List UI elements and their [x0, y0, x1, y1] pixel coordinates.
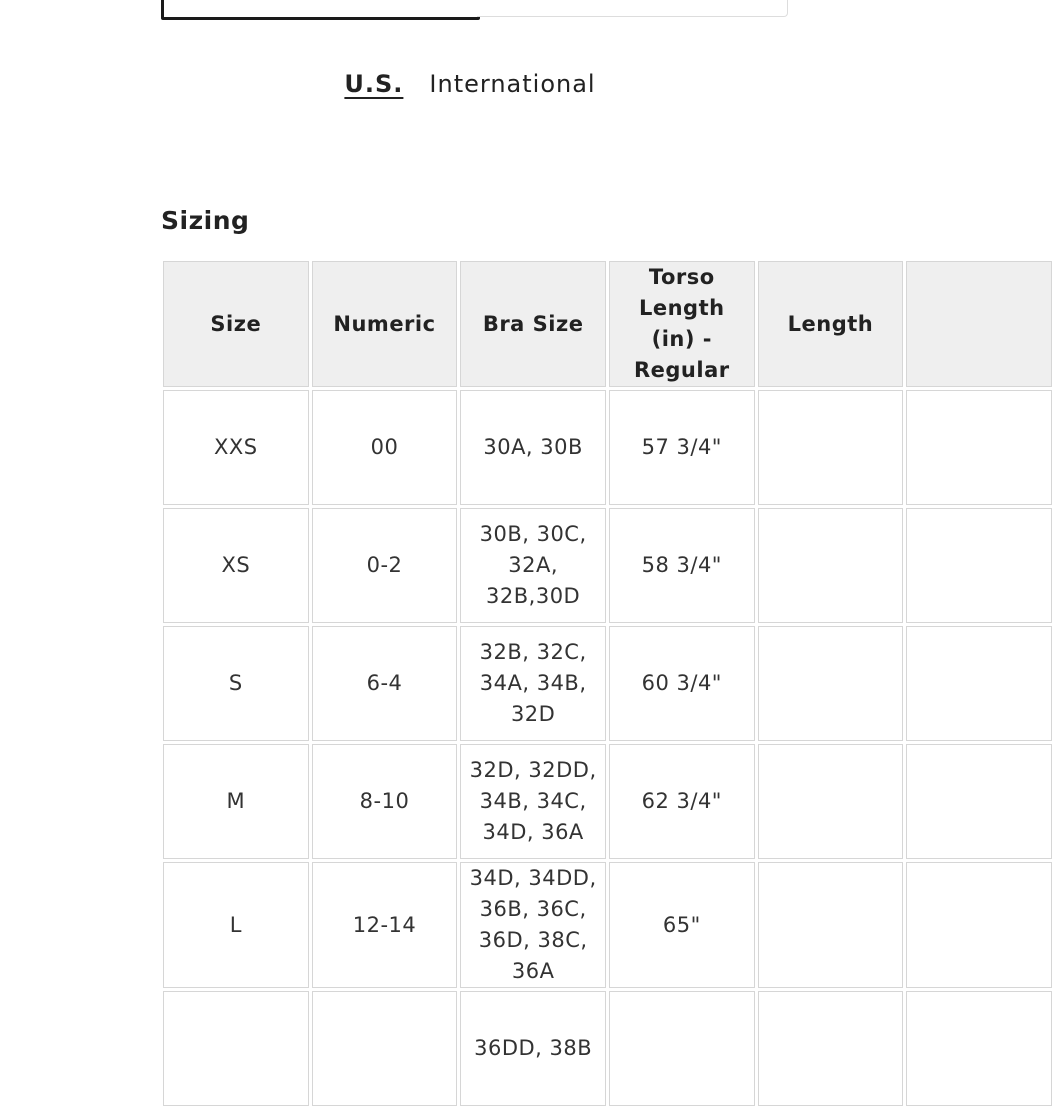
segment-option-selected[interactable] [161, 0, 480, 20]
table-row [163, 390, 1052, 505]
table-cell: XS [163, 508, 309, 623]
column-header-numeric: Numeric [312, 261, 458, 387]
table-cell: 34D, 34DD, 36B, 36C, 36D, 38C, 36A [460, 862, 606, 988]
column-header-extra [906, 261, 1052, 387]
column-header-length: Length [758, 261, 904, 387]
table-cell: M [163, 744, 309, 859]
table-cell: 12-14 [312, 862, 458, 988]
table-cell [906, 508, 1052, 623]
table-cell: 32D, 32DD, 34B, 34C, 34D, 36A [460, 744, 606, 859]
table-cell [906, 390, 1052, 505]
table-header-row [163, 261, 1052, 387]
table-cell [758, 626, 904, 741]
tab-us[interactable]: U.S. [344, 70, 404, 98]
segment-option[interactable] [477, 0, 788, 17]
table-row [163, 991, 1052, 1106]
column-header-torso-length: Torso Length (in) - Regular [609, 261, 755, 387]
sizing-table [160, 258, 1055, 1109]
table-cell [906, 626, 1052, 741]
table-cell [758, 390, 904, 505]
table-cell: 0-2 [312, 508, 458, 623]
table-row [163, 508, 1052, 623]
table-cell: 57 3/4" [609, 390, 755, 505]
table-cell: 58 3/4" [609, 508, 755, 623]
table-cell [163, 991, 309, 1106]
table-cell [906, 991, 1052, 1106]
table-cell: 30B, 30C, 32A, 32B,30D [460, 508, 606, 623]
tab-international[interactable]: International [429, 70, 596, 98]
column-header-size: Size [163, 261, 309, 387]
unit-tabs [0, 70, 940, 98]
table-cell [906, 862, 1052, 988]
table-cell: 00 [312, 390, 458, 505]
section-title: Sizing [161, 206, 250, 235]
table-cell: S [163, 626, 309, 741]
table-cell: 60 3/4" [609, 626, 755, 741]
table-cell: 6-4 [312, 626, 458, 741]
table-cell [758, 508, 904, 623]
table-cell: 65" [609, 862, 755, 988]
table-row [163, 626, 1052, 741]
table-cell [609, 991, 755, 1106]
table-cell: XXS [163, 390, 309, 505]
table-cell: 36DD, 38B [460, 991, 606, 1106]
table-row [163, 744, 1052, 859]
table-cell: 32B, 32C, 34A, 34B, 32D [460, 626, 606, 741]
table-cell [312, 991, 458, 1106]
table-cell: 8-10 [312, 744, 458, 859]
table-cell: 30A, 30B [460, 390, 606, 505]
table-cell: 62 3/4" [609, 744, 755, 859]
table-cell [758, 744, 904, 859]
table-cell [758, 862, 904, 988]
table-cell [906, 744, 1052, 859]
column-header-bra-size: Bra Size [460, 261, 606, 387]
table-row [163, 862, 1052, 988]
sizing-table-scroll[interactable] [163, 261, 874, 1060]
table-cell: L [163, 862, 309, 988]
table-cell [758, 991, 904, 1106]
